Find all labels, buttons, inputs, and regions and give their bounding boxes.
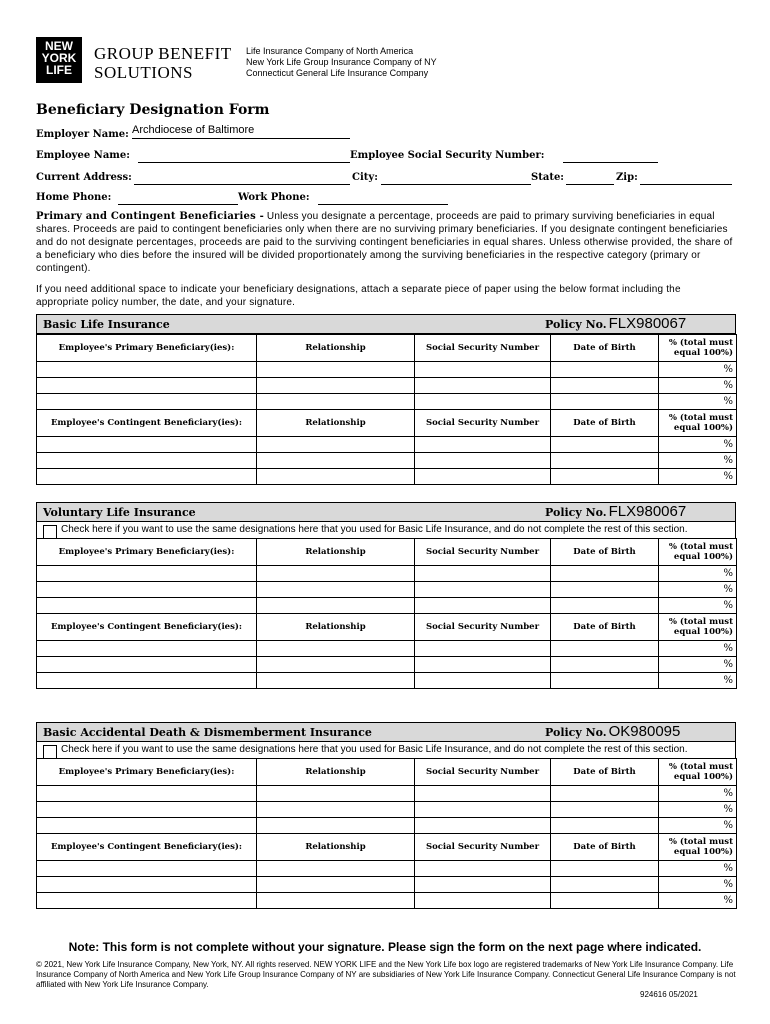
work-phone-field[interactable]: [318, 190, 448, 205]
policy-value: FLX980067: [608, 503, 687, 520]
policy-value: FLX980067: [608, 315, 687, 332]
dob-cell[interactable]: [551, 786, 659, 802]
ssn-cell[interactable]: [415, 893, 551, 909]
table-row: [37, 673, 737, 689]
dob-cell[interactable]: [551, 453, 659, 469]
form-number: 924616 05/2021: [640, 990, 698, 999]
percent-column-header: % (total must equal 100%): [659, 539, 737, 566]
employee-ssn-field[interactable]: [563, 148, 658, 163]
section-header: [36, 314, 736, 334]
same-designation-text: Check here if you want to use the same designations here that you used for Basic Life Insurance, and do not complete the rest of this section.: [61, 744, 688, 755]
add-beneficiary-table: [36, 758, 737, 909]
ssn-cell[interactable]: [415, 362, 551, 378]
relationship-cell[interactable]: [257, 657, 415, 673]
table-row: [37, 818, 737, 834]
ssn-cell[interactable]: [415, 861, 551, 877]
table-row: [37, 598, 737, 614]
ssn-cell[interactable]: [415, 469, 551, 485]
relationship-cell[interactable]: [257, 598, 415, 614]
name-cell[interactable]: [37, 566, 257, 582]
dob-cell[interactable]: [551, 582, 659, 598]
dob-cell[interactable]: [551, 877, 659, 893]
basic-life-section: [36, 314, 736, 485]
dob-cell[interactable]: [551, 802, 659, 818]
table-row: [37, 861, 737, 877]
name-cell[interactable]: [37, 786, 257, 802]
dob-cell[interactable]: [551, 566, 659, 582]
policy-label: Policy No.: [545, 318, 607, 331]
address-field[interactable]: [134, 170, 350, 185]
table-row: [37, 657, 737, 673]
name-cell[interactable]: [37, 437, 257, 453]
percent-cell[interactable]: %: [659, 818, 737, 834]
relationship-cell[interactable]: [257, 786, 415, 802]
percent-cell[interactable]: %: [659, 673, 737, 689]
primary-column-header: Employee's Primary Beneficiary(ies):: [37, 759, 257, 786]
ssn-cell[interactable]: [415, 802, 551, 818]
brand-line-1: GROUP BENEFIT: [94, 44, 232, 63]
additional-space-text: If you need additional space to indicate your beneficiary designations, attach a separate piece of paper using the below format including the appropriate policy number, the date, and your signature.: [36, 284, 681, 308]
brand-line-2: SOLUTIONS: [94, 63, 193, 82]
dob-cell[interactable]: [551, 861, 659, 877]
percent-cell[interactable]: %: [659, 394, 737, 410]
state-field[interactable]: [566, 170, 614, 185]
name-cell[interactable]: [37, 861, 257, 877]
table-row: [37, 362, 737, 378]
ssn-column-header: Social Security Number: [415, 539, 551, 566]
table-row: [37, 378, 737, 394]
table-row: [37, 453, 737, 469]
relationship-cell[interactable]: [257, 469, 415, 485]
percent-column-header: % (total must equal 100%): [659, 834, 737, 861]
table-row: [37, 437, 737, 453]
name-cell[interactable]: [37, 802, 257, 818]
relationship-cell[interactable]: [257, 378, 415, 394]
section-header: [36, 502, 736, 522]
ssn-column-header: Social Security Number: [415, 759, 551, 786]
logo-line: NEW: [45, 39, 73, 53]
employee-name-label: Employee Name:: [36, 150, 130, 161]
ssn-column-header: Social Security Number: [415, 410, 551, 437]
percent-cell[interactable]: %: [659, 378, 737, 394]
percent-cell[interactable]: %: [659, 598, 737, 614]
dob-column-header: Date of Birth: [551, 335, 659, 362]
percent-cell[interactable]: %: [659, 802, 737, 818]
relationship-cell[interactable]: [257, 582, 415, 598]
section-title: Basic Accidental Death & Dismemberment Insurance: [43, 726, 372, 739]
relationship-cell[interactable]: [257, 861, 415, 877]
employee-name-field[interactable]: [138, 148, 350, 163]
table-row: [37, 877, 737, 893]
section-title: Voluntary Life Insurance: [43, 506, 196, 519]
percent-cell[interactable]: %: [659, 582, 737, 598]
contingent-column-header: Employee's Contingent Beneficiary(ies):: [37, 614, 257, 641]
ssn-column-header: Social Security Number: [415, 335, 551, 362]
policy-label: Policy No.: [545, 726, 607, 739]
same-designation-option: [36, 522, 736, 538]
percent-column-header: % (total must equal 100%): [659, 410, 737, 437]
same-designation-checkbox[interactable]: [43, 745, 57, 759]
primary-column-header: Employee's Primary Beneficiary(ies):: [37, 539, 257, 566]
percent-cell[interactable]: %: [659, 893, 737, 909]
percent-column-header: % (total must equal 100%): [659, 759, 737, 786]
ssn-cell[interactable]: [415, 877, 551, 893]
policy-number: [545, 503, 686, 520]
dob-cell[interactable]: [551, 893, 659, 909]
table-row: [37, 582, 737, 598]
ssn-cell[interactable]: [415, 566, 551, 582]
company-list: [246, 46, 437, 79]
ssn-cell[interactable]: [415, 394, 551, 410]
percent-cell[interactable]: %: [659, 469, 737, 485]
beneficiary-instructions: [36, 210, 736, 275]
primary-beneficiary-table: [36, 334, 737, 485]
relationship-cell[interactable]: [257, 673, 415, 689]
employer-name-label: Employer Name:: [36, 129, 129, 140]
name-cell[interactable]: [37, 582, 257, 598]
instructions-text: Unless you designate a percentage, proceeds are paid to primary surviving beneficiaries in equal shares. Proceeds are paid to contingent beneficiaries only when there are no surviving primary beneficiaries. If you designate contingent beneficiaries and do not designate percentages, proceeds are paid to the surviving contingent beneficiaries in equal shares. Unless otherwise provided, the share of a beneficiary who dies before the insured will be divided proportionately among the surviving beneficiaries in the respective category (primary or contingent).: [36, 211, 733, 274]
percent-cell[interactable]: %: [659, 437, 737, 453]
name-cell[interactable]: [37, 641, 257, 657]
name-cell[interactable]: [37, 598, 257, 614]
percent-cell[interactable]: %: [659, 453, 737, 469]
name-cell[interactable]: [37, 893, 257, 909]
home-phone-field[interactable]: [118, 190, 238, 205]
dob-column-header: Date of Birth: [551, 614, 659, 641]
brand-name: [94, 44, 232, 82]
relationship-column-header: Relationship: [257, 410, 415, 437]
percent-cell[interactable]: %: [659, 786, 737, 802]
relationship-cell[interactable]: [257, 566, 415, 582]
new-york-life-logo: [36, 37, 82, 83]
relationship-column-header: Relationship: [257, 614, 415, 641]
relationship-column-header: Relationship: [257, 834, 415, 861]
ssn-cell[interactable]: [415, 641, 551, 657]
dob-column-header: Date of Birth: [551, 539, 659, 566]
dob-cell[interactable]: [551, 657, 659, 673]
city-label: City:: [352, 172, 378, 183]
name-cell[interactable]: [37, 378, 257, 394]
add-insurance-section: [36, 722, 736, 909]
dob-cell[interactable]: [551, 437, 659, 453]
table-row: [37, 394, 737, 410]
dob-column-header: Date of Birth: [551, 834, 659, 861]
dob-cell[interactable]: [551, 378, 659, 394]
dob-cell[interactable]: [551, 598, 659, 614]
logo-line: YORK: [41, 51, 77, 65]
table-row: [37, 893, 737, 909]
company-name: New York Life Group Insurance Company of NY: [246, 57, 437, 67]
policy-number: [545, 723, 680, 740]
relationship-column-header: Relationship: [257, 759, 415, 786]
policy-number: [545, 315, 686, 332]
dob-cell[interactable]: [551, 673, 659, 689]
name-cell[interactable]: [37, 453, 257, 469]
relationship-cell[interactable]: [257, 877, 415, 893]
policy-value: OK980095: [608, 723, 681, 740]
ssn-cell[interactable]: [415, 453, 551, 469]
company-name: Connecticut General Life Insurance Company: [246, 68, 429, 78]
ssn-cell[interactable]: [415, 818, 551, 834]
dob-column-header: Date of Birth: [551, 759, 659, 786]
dob-cell[interactable]: [551, 394, 659, 410]
logo-line: LIFE: [46, 63, 72, 77]
form-title: Beneficiary Designation Form: [36, 102, 270, 118]
employee-ssn-label: Employee Social Security Number:: [350, 150, 545, 161]
relationship-column-header: Relationship: [257, 335, 415, 362]
relationship-cell[interactable]: [257, 453, 415, 469]
same-designation-checkbox[interactable]: [43, 525, 57, 539]
contingent-column-header: Employee's Contingent Beneficiary(ies):: [37, 834, 257, 861]
ssn-column-header: Social Security Number: [415, 614, 551, 641]
ssn-cell[interactable]: [415, 598, 551, 614]
percent-cell[interactable]: %: [659, 641, 737, 657]
state-label: State:: [531, 172, 564, 183]
city-field[interactable]: [381, 170, 531, 185]
name-cell[interactable]: [37, 657, 257, 673]
ssn-column-header: Social Security Number: [415, 834, 551, 861]
percent-column-header: % (total must equal 100%): [659, 335, 737, 362]
name-cell[interactable]: [37, 469, 257, 485]
relationship-cell[interactable]: [257, 641, 415, 657]
relationship-cell[interactable]: [257, 893, 415, 909]
ssn-cell[interactable]: [415, 673, 551, 689]
name-cell[interactable]: [37, 877, 257, 893]
percent-cell[interactable]: %: [659, 566, 737, 582]
percent-cell[interactable]: %: [659, 362, 737, 378]
section-header: [36, 722, 736, 742]
dob-cell[interactable]: [551, 469, 659, 485]
ssn-cell[interactable]: [415, 378, 551, 394]
name-cell[interactable]: [37, 394, 257, 410]
address-label: Current Address:: [36, 172, 132, 183]
relationship-column-header: Relationship: [257, 539, 415, 566]
same-designation-option: [36, 742, 736, 758]
relationship-cell[interactable]: [257, 802, 415, 818]
section-title: Basic Life Insurance: [43, 318, 170, 331]
work-phone-label: Work Phone:: [238, 192, 310, 203]
ssn-cell[interactable]: [415, 657, 551, 673]
table-row: [37, 566, 737, 582]
voluntary-life-section: [36, 502, 736, 689]
relationship-cell[interactable]: [257, 818, 415, 834]
table-row: [37, 802, 737, 818]
copyright-text: © 2021, New York Life Insurance Company, New York, NY. All rights reserved. NEW YORK LIFE and the New York Life box logo are registered trademarks of New York Life Insurance Company. Life Insurance Company of North America and New York Life Group Insurance Company of NY are subsidiaries of New York Life Insurance Company. Connecticut General Life Insurance Company is not affiliated with New York Life Insurance Company.: [36, 960, 736, 989]
table-row: [37, 469, 737, 485]
dob-cell[interactable]: [551, 641, 659, 657]
voluntary-beneficiary-table: [36, 538, 737, 689]
relationship-cell[interactable]: [257, 362, 415, 378]
zip-field[interactable]: [640, 170, 732, 185]
company-name: Life Insurance Company of North America: [246, 46, 414, 56]
name-cell[interactable]: [37, 818, 257, 834]
dob-cell[interactable]: [551, 818, 659, 834]
dob-cell[interactable]: [551, 362, 659, 378]
policy-label: Policy No.: [545, 506, 607, 519]
ssn-cell[interactable]: [415, 582, 551, 598]
name-cell[interactable]: [37, 673, 257, 689]
table-row: [37, 786, 737, 802]
signature-note: Note: This form is not complete without your signature. Please sign the form on the next page where indicated.: [68, 940, 702, 954]
instructions-heading: Primary and Contingent Beneficiaries -: [36, 211, 264, 222]
percent-cell[interactable]: %: [659, 861, 737, 877]
contingent-column-header: Employee's Contingent Beneficiary(ies):: [37, 410, 257, 437]
percent-column-header: % (total must equal 100%): [659, 614, 737, 641]
table-row: [37, 641, 737, 657]
ssn-cell[interactable]: [415, 437, 551, 453]
percent-cell[interactable]: %: [659, 877, 737, 893]
relationship-cell[interactable]: [257, 394, 415, 410]
primary-column-header: Employee's Primary Beneficiary(ies):: [37, 335, 257, 362]
dob-column-header: Date of Birth: [551, 410, 659, 437]
same-designation-text: Check here if you want to use the same designations here that you used for Basic Life Insurance, and do not complete the rest of this section.: [61, 524, 688, 535]
zip-label: Zip:: [616, 172, 638, 183]
employer-name-field[interactable]: Archdiocese of Baltimore: [132, 122, 350, 139]
home-phone-label: Home Phone:: [36, 192, 112, 203]
ssn-cell[interactable]: [415, 786, 551, 802]
relationship-cell[interactable]: [257, 437, 415, 453]
percent-cell[interactable]: %: [659, 657, 737, 673]
name-cell[interactable]: [37, 362, 257, 378]
